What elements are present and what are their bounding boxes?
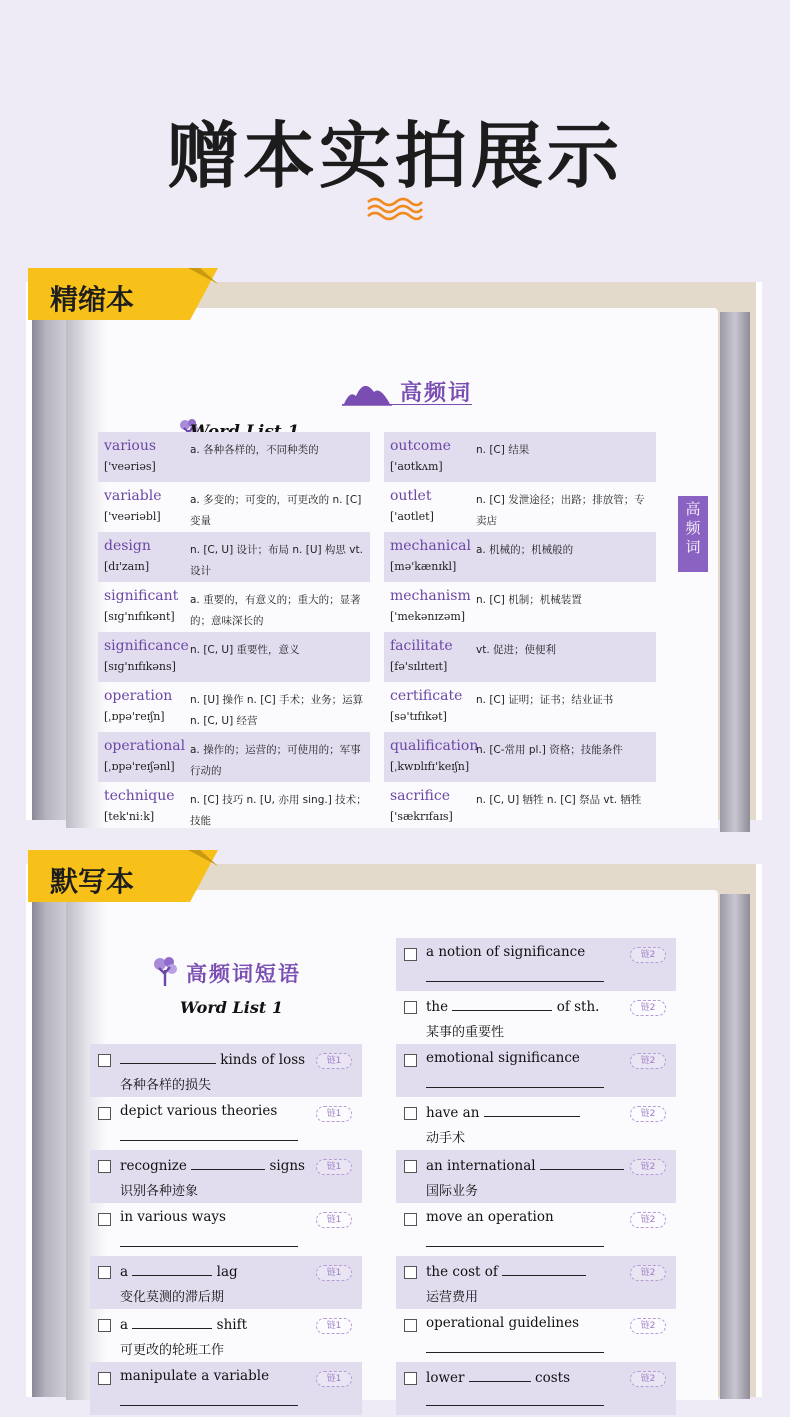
phrase-row	[396, 1203, 676, 1256]
fill-blank	[469, 1368, 531, 1382]
link-badge: 链1	[316, 1159, 352, 1175]
fill-blank	[540, 1156, 624, 1170]
word-list-title: Word List 1	[180, 998, 283, 1017]
page-title: 赠本实拍展示	[166, 114, 623, 198]
dictation-book-panel	[26, 864, 762, 1397]
condensed-book-panel	[26, 282, 762, 827]
answer-line	[120, 1405, 298, 1406]
word-entry: qualification [ˌkwɒlɪfɪ'keɪʃn] n. [C-常用 pl.] 资格；技能条件	[384, 732, 656, 782]
checkbox[interactable]	[98, 1372, 111, 1385]
link-badge: 链2	[630, 1000, 666, 1016]
word-entry: significant [sɪɡ'nɪfɪkənt] a. 重要的，有意义的；重大的；显著的；意味深长的	[104, 588, 361, 627]
phrase-text: in various ways	[120, 1209, 226, 1225]
side-tab-label: 高频词	[678, 496, 708, 572]
word-entry: various ['veəriəs] a. 各种各样的，不同种类的	[98, 432, 370, 482]
phrase-row	[90, 1150, 362, 1203]
tree-icon	[152, 956, 180, 988]
phrase-row	[396, 1362, 676, 1415]
checkbox[interactable]	[404, 1266, 417, 1279]
phrase-row	[396, 1309, 676, 1362]
answer-line	[426, 1087, 604, 1088]
link-badge: 链1	[316, 1106, 352, 1122]
checkbox[interactable]	[98, 1213, 111, 1226]
link-badge: 链1	[316, 1371, 352, 1387]
phrase-text: depict various theories	[120, 1103, 278, 1119]
fill-blank	[452, 997, 552, 1011]
answer-line	[120, 1246, 298, 1247]
phrase-translation: 某事的重要性	[426, 1025, 505, 1040]
link-badge: 链1	[316, 1212, 352, 1228]
phrase-translation: 动手术	[426, 1131, 466, 1146]
phrase-row	[90, 1362, 362, 1415]
checkbox[interactable]	[404, 1160, 417, 1173]
book-photo	[32, 282, 756, 827]
answer-line	[120, 1140, 298, 1141]
checkbox[interactable]	[404, 1372, 417, 1385]
phrase-text: an international	[426, 1156, 624, 1174]
checkbox[interactable]	[404, 1319, 417, 1332]
link-badge: 链1	[316, 1053, 352, 1069]
checkbox[interactable]	[404, 1054, 417, 1067]
phrase-row	[90, 1097, 362, 1150]
phrase-text: a notion of significance	[426, 944, 586, 960]
word-entry: mechanism ['mekənɪzəm] n. [C] 机制；机械装置	[390, 588, 582, 623]
phrase-text: have an	[426, 1103, 580, 1121]
word-column-left	[98, 432, 370, 832]
fill-blank	[132, 1315, 212, 1329]
link-badge: 链2	[630, 1212, 666, 1228]
phrase-row	[396, 1097, 676, 1150]
phrase-row	[90, 1044, 362, 1097]
phrase-row	[90, 1203, 362, 1256]
checkbox[interactable]	[98, 1054, 111, 1067]
mountain-icon	[342, 378, 392, 406]
section-heading	[342, 374, 502, 408]
link-badge: 链2	[630, 1318, 666, 1334]
phrase-row	[396, 1150, 676, 1203]
fill-blank	[502, 1262, 586, 1276]
phrase-text: the of sth.	[426, 999, 600, 1015]
word-column-right	[384, 432, 656, 832]
heading-text: 高频词	[400, 381, 473, 406]
link-badge: 链2	[630, 1159, 666, 1175]
phrase-row	[90, 1256, 362, 1309]
link-badge: 链1	[316, 1265, 352, 1281]
answer-line	[426, 1405, 604, 1406]
fill-blank	[120, 1050, 216, 1064]
word-entry: outlet ['aʊtlet] n. [C] 发泄途径；出路；排放管；专卖店	[390, 488, 645, 527]
link-badge: 链2	[630, 1371, 666, 1387]
word-entry: sacrifice ['sækrɪfaɪs] n. [C, U] 牺牲 n. [C] 祭品 vt. 牺牲	[390, 788, 642, 823]
phrase-translation: 国际业务	[426, 1184, 479, 1199]
word-entry: variable ['veəriəbl] a. 多变的；可变的，可更改的 n. [C] 变量	[104, 488, 362, 527]
word-entry: mechanical [mə'kænɪkl] a. 机械的；机械般的	[384, 532, 656, 582]
word-entry: outcome ['aʊtkʌm] n. [C] 结果	[384, 432, 656, 482]
fill-blank	[484, 1103, 580, 1117]
checkbox[interactable]	[98, 1266, 111, 1279]
phrase-text: lower costs	[426, 1370, 571, 1386]
word-entry: design [dɪ'zaɪn] n. [C, U] 设计；布局 n. [U] 构思 vt. 设计	[98, 532, 370, 582]
link-badge: 链1	[316, 1318, 352, 1334]
phrase-text: recognize signs	[120, 1158, 305, 1174]
phrase-row	[396, 1044, 676, 1097]
fill-blank	[191, 1156, 265, 1170]
phrase-translation: 变化莫测的滞后期	[120, 1290, 225, 1305]
link-badge: 链2	[630, 1265, 666, 1281]
phrase-translation: 运营费用	[426, 1290, 479, 1305]
phrase-text: a shift	[120, 1317, 247, 1333]
word-entry: operation [ˌɒpə'reɪʃn] n. [U] 操作 n. [C] 手术；业务；运算 n. [C, U] 经营	[104, 688, 364, 727]
phrase-text: manipulate a variable	[120, 1368, 270, 1384]
phrase-translation: 识别各种迹象	[120, 1184, 199, 1199]
phrase-translation: 各种各样的损失	[120, 1078, 212, 1093]
phrase-column-right	[396, 938, 676, 1415]
wave-ornament-icon	[366, 196, 424, 222]
answer-line	[426, 1352, 604, 1353]
tag-condensed: 精缩本	[28, 268, 218, 320]
phrase-text: move an operation	[426, 1209, 554, 1225]
word-entry: facilitate [fə'sɪlɪteɪt] vt. 促进；使便利	[384, 632, 656, 682]
checkbox[interactable]	[98, 1319, 111, 1332]
phrase-text: operational guidelines	[426, 1315, 580, 1331]
checkbox[interactable]	[98, 1107, 111, 1120]
checkbox[interactable]	[404, 948, 417, 961]
link-badge: 链2	[630, 1053, 666, 1069]
phrase-row	[396, 938, 676, 991]
fill-blank	[132, 1262, 212, 1276]
phrase-row	[396, 991, 676, 1044]
checkbox[interactable]	[404, 1107, 417, 1120]
phrase-text: kinds of loss	[120, 1050, 305, 1068]
phrase-column-left	[90, 1044, 362, 1415]
link-badge: 链2	[630, 1106, 666, 1122]
phrase-row	[396, 1256, 676, 1309]
book-photo: 高频词短语 Word List 1 kinds of loss 各种各样的损失 链1 depict various theories 链1 recognize signs 识别各种迹象 链1 in various ways 链1 a lag 变化莫测的滞后期 链1 a shift 可更改的轮班工作 链1 manipulate a variable 链1 a notion of significance 链2 the of sth. 某事的重要性 链2 emotional significance 链2 have an 动手术 链2 an international 国际业务 链2 move an operation 链2 the cost of 运营费用 链2 operational guidelines 链2 lower costs 链2	[32, 864, 756, 1397]
phrase-row	[90, 1309, 362, 1362]
phrase-text: a lag	[120, 1264, 238, 1280]
phrase-text: emotional significance	[426, 1050, 580, 1066]
checkbox[interactable]	[404, 1213, 417, 1226]
phrase-text: the cost of	[426, 1262, 586, 1280]
checkbox[interactable]	[98, 1160, 111, 1173]
word-entry: operational [ˌɒpə'reɪʃənl] a. 操作的；运营的；可使用的；军事行动的	[98, 732, 370, 782]
tag-dictation: 默写本	[28, 850, 218, 902]
checkbox[interactable]	[404, 1001, 417, 1014]
link-badge: 链2	[630, 947, 666, 963]
answer-line	[426, 981, 604, 982]
word-entry: significance [sɪɡ'nɪfɪkəns] n. [C, U] 重要性，意义	[98, 632, 370, 682]
word-entry: certificate [sə'tɪfɪkət] n. [C] 证明；证书；结业证书	[390, 688, 614, 723]
answer-line	[426, 1246, 604, 1247]
word-entry: technique [tek'niːk] n. [C] 技巧 n. [U, 亦用 sing.] 技术；技能	[104, 788, 367, 827]
phrase-translation: 可更改的轮班工作	[120, 1343, 225, 1358]
